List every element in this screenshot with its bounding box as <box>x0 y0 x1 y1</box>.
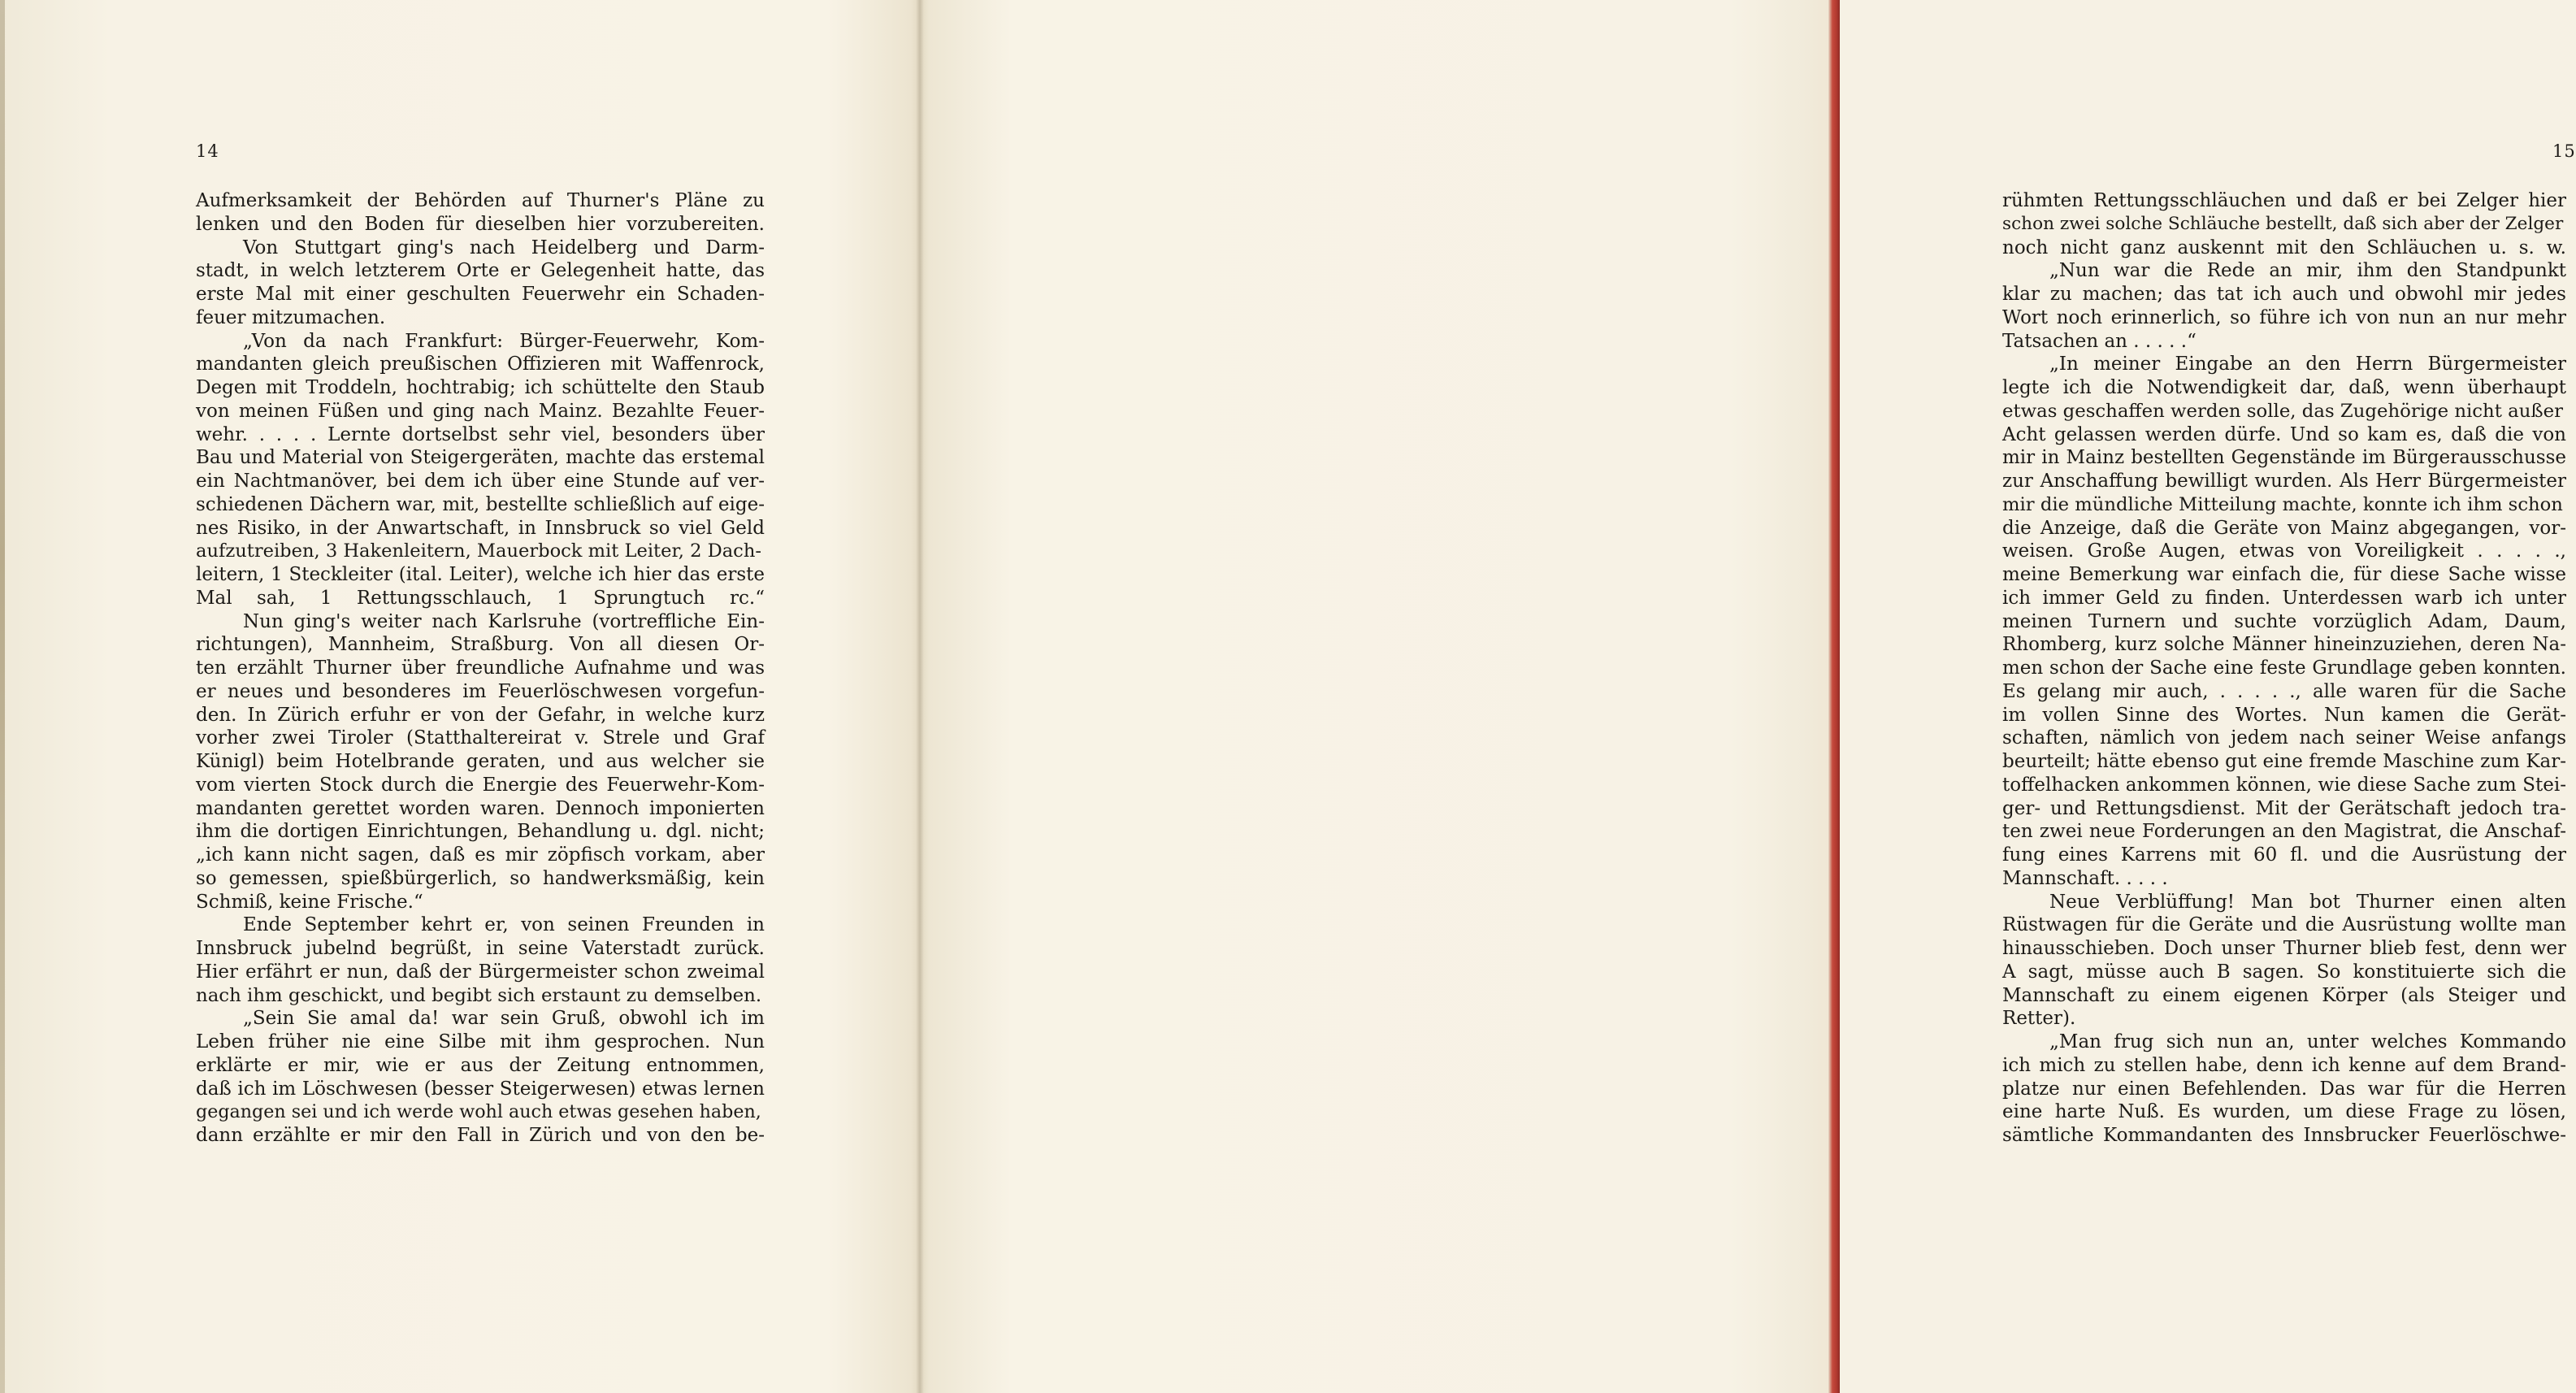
text-line: Rhomberg, kurz solche Männer hineinzuziehen, deren Na- <box>2002 634 2566 656</box>
text-line: mandanten gerettet worden waren. Dennoch imponierten <box>196 797 765 819</box>
text-line: ein Nachtmanöver, bei dem ich über eine Stunde auf ver- <box>196 471 765 492</box>
text-line: gegangen sei und ich werde wohl auch etwas gesehen haben, <box>196 1101 761 1123</box>
text-line: toffelhacken ankommen können, wie diese Sache zum Stei- <box>2002 774 2566 796</box>
text-line: Bau und Material von Steigergeräten, machte das erstemal <box>196 447 765 469</box>
text-line: Mal sah, 1 Rettungsschlauch, 1 Sprungtuch rc.“ <box>196 587 765 609</box>
text-line: die Anzeige, daß die Geräte von Mainz abgegangen, vor- <box>2002 517 2566 539</box>
text-line: Wort noch erinnerlich, so führe ich von nun an nur mehr <box>2002 306 2566 328</box>
text-line: weisen. Große Augen, etwas von Voreiligkeit . . . . ., <box>2002 540 2566 562</box>
text-line: so gemessen, spießbürgerlich, so handwerksmäßig, kein <box>196 867 765 889</box>
text-line: men schon der Sache eine feste Grundlage geben konnten. <box>2002 657 2566 679</box>
text-line: „Sein Sie amal da! war sein Gruß, obwohl ich im <box>243 1008 765 1030</box>
text-line: „Man frug sich nun an, unter welches Kommando <box>2049 1031 2566 1052</box>
text-line: vorher zwei Tiroler (Statthaltereirat v. Strele und Graf <box>196 727 765 749</box>
text-line: schiedenen Dächern war, mit, bestellte schließlich auf eige- <box>196 493 765 515</box>
text-line: hinausschieben. Doch unser Thurner blieb fest, denn wer <box>2002 938 2566 959</box>
text-line: beurteilt; hätte ebenso gut eine fremde Maschine zum Kar- <box>2002 751 2566 772</box>
right-page <box>921 0 2576 1393</box>
text-line: zur Anschaffung bewilligt wurden. Als Herr Bürgermeister <box>2002 471 2566 492</box>
text-line: „Von da nach Frankfurt: Bürger-Feuerwehr, Kom- <box>243 330 765 352</box>
text-line: Degen mit Troddeln, hochtrabig; ich schüttelte den Staub <box>196 377 765 398</box>
text-line: schaften, nämlich von jedem nach seiner Weise anfangs <box>2002 727 2566 749</box>
text-line: von meinen Füßen und ging nach Mainz. Bezahlte Feuer- <box>196 400 765 422</box>
text-line: aufzutreiben, 3 Hakenleitern, Mauerbock mit Leiter, 2 Dach- <box>196 540 761 562</box>
text-line: vom vierten Stock durch die Energie des Feuerwehr-Kom- <box>196 774 765 796</box>
text-line: Schmiß, keine Frische.“ <box>196 891 423 913</box>
text-line: „ich kann nicht sagen, daß es mir zöpfisch vorkam, aber <box>196 844 765 866</box>
text-line: Ende September kehrt er, von seinen Freunden in <box>243 914 765 936</box>
text-line: schon zwei solche Schläuche bestellt, daß sich aber der Zelger <box>2002 213 2564 234</box>
text-line: mir die mündliche Mitteilung machte, konnte ich ihm schon <box>2002 493 2563 515</box>
text-line: meine Bemerkung war einfach die, für diese Sache wisse <box>2002 564 2566 585</box>
text-line: mandanten gleich preußischen Offizieren mit Waffenrock, <box>196 354 765 375</box>
text-line: stadt, in welch letzterem Orte er Gelegenheit hatte, das <box>196 260 765 282</box>
text-line: Von Stuttgart ging's nach Heidelberg und Darm- <box>243 237 765 258</box>
text-line: leitern, 1 Steckleiter (ital. Leiter), welche ich hier das erste <box>196 564 765 585</box>
text-line: Mannschaft. . . . . <box>2002 867 2168 889</box>
text-line: legte ich die Notwendigkeit dar, daß, wenn überhaupt <box>2002 377 2566 398</box>
text-line: Neue Verblüffung! Man bot Thurner einen alten <box>2049 891 2566 913</box>
text-line: wehr. . . . . Lernte dortselbst sehr viel, besonders über <box>196 423 765 445</box>
text-line: Mannschaft zu einem eigenen Körper (als Steiger und <box>2002 984 2566 1006</box>
text-line: dann erzählte er mir den Fall in Zürich und von den be- <box>196 1125 765 1146</box>
text-line: Acht gelassen werden dürfe. Und so kam es, daß die von <box>2002 423 2566 445</box>
text-line: Hier erfährt er nun, daß der Bürgermeister schon zweimal <box>196 961 765 983</box>
text-line: er neues und besonderes im Feuerlöschwesen vorgefun- <box>196 680 765 702</box>
text-line: Rüstwagen für die Geräte und die Ausrüstung wollte man <box>2002 914 2566 936</box>
text-line: nach ihm geschickt, und begibt sich erstaunt zu demselben. <box>196 984 762 1006</box>
text-line: Innsbruck jubelnd begrüßt, in seine Vaterstadt zurück. <box>196 938 765 959</box>
text-line: Leben früher nie eine Silbe mit ihm gesprochen. Nun <box>196 1031 765 1052</box>
text-line: ten erzählt Thurner über freundliche Aufnahme und was <box>196 657 765 679</box>
text-line: Nun ging's weiter nach Karlsruhe (vortreffliche Ein- <box>243 610 765 632</box>
text-line: klar zu machen; das tat ich auch und obwohl mir jedes <box>2002 284 2566 305</box>
text-line: platze nur einen Befehlenden. Das war für die Herren <box>2002 1078 2566 1100</box>
text-line: lenken und den Boden für dieselben hier vorzubereiten. <box>196 213 765 235</box>
text-line: Retter). <box>2002 1008 2076 1030</box>
text-line: eine harte Nuß. Es wurden, um diese Frage zu lösen, <box>2002 1101 2566 1123</box>
text-line: noch nicht ganz auskennt mit den Schläuchen u. s. w. <box>2002 237 2566 258</box>
text-line: feuer mitzumachen. <box>196 306 386 328</box>
text-line: „In meiner Eingabe an den Herrn Bürgermeister <box>2049 354 2566 375</box>
text-line: ihm die dortigen Einrichtungen, Behandlung u. dgl. nicht; <box>196 821 765 843</box>
text-line: richtungen), Mannheim, Straßburg. Von all diesen Or- <box>196 634 765 656</box>
left-page <box>0 0 919 1393</box>
text-line: erklärte er mir, wie er aus der Zeitung entnommen, <box>196 1054 765 1076</box>
text-line: A sagt, müsse auch B sagen. So konstituierte sich die <box>2002 961 2566 983</box>
text-line: „Nun war die Rede an mir, ihm den Standpunkt <box>2049 260 2566 282</box>
text-line: im vollen Sinne des Wortes. Nun kamen die Gerät- <box>2002 704 2566 726</box>
text-line: nes Risiko, in der Anwartschaft, in Innsbruck so viel Geld <box>196 517 765 539</box>
text-line: ich mich zu stellen habe, denn ich kenne auf dem Brand- <box>2002 1054 2566 1076</box>
right-page-text <box>2002 189 2566 1148</box>
text-line: meinen Turnern und suchte vorzüglich Adam, Daum, <box>2002 610 2566 632</box>
text-line: fung eines Karrens mit 60 fl. und die Ausrüstung der <box>2002 844 2566 866</box>
left-page-text <box>196 189 765 1148</box>
text-line: etwas geschaffen werden solle, das Zugehörige nicht außer <box>2002 400 2563 422</box>
page-number-left: 14 <box>196 141 219 161</box>
text-line: daß ich im Löschwesen (besser Steigerwesen) etwas lernen <box>196 1078 765 1100</box>
text-line: rühmten Rettungsschläuchen und daß er bei Zelger hier <box>2002 190 2566 211</box>
text-line: Tatsachen an . . . . .“ <box>2002 330 2197 352</box>
text-line: ich immer Geld zu finden. Unterdessen warb ich unter <box>2002 587 2566 609</box>
text-line: Aufmerksamkeit der Behörden auf Thurner's Pläne zu <box>196 190 765 211</box>
text-line: den. In Zürich erfuhr er von der Gefahr, in welche kurz <box>196 704 765 726</box>
text-line: Es gelang mir auch, . . . . ., alle waren für die Sache <box>2002 680 2566 702</box>
text-line: mir in Mainz bestellten Gegenstände im Bürgerausschusse <box>2002 447 2566 469</box>
text-line: ten zwei neue Forderungen an den Magistrat, die Anschaf- <box>2002 821 2566 843</box>
text-line: erste Mal mit einer geschulten Feuerwehr ein Schaden- <box>196 284 765 305</box>
text-line: ger- und Rettungsdienst. Mit der Gerätschaft jedoch tra- <box>2002 797 2566 819</box>
text-line: Künigl) beim Hotelbrande geraten, und aus welcher sie <box>196 751 765 772</box>
text-line: sämtliche Kommandanten des Innsbrucker Feuerlöschwe- <box>2002 1125 2566 1146</box>
page-number-right: 15 <box>2552 141 2576 161</box>
